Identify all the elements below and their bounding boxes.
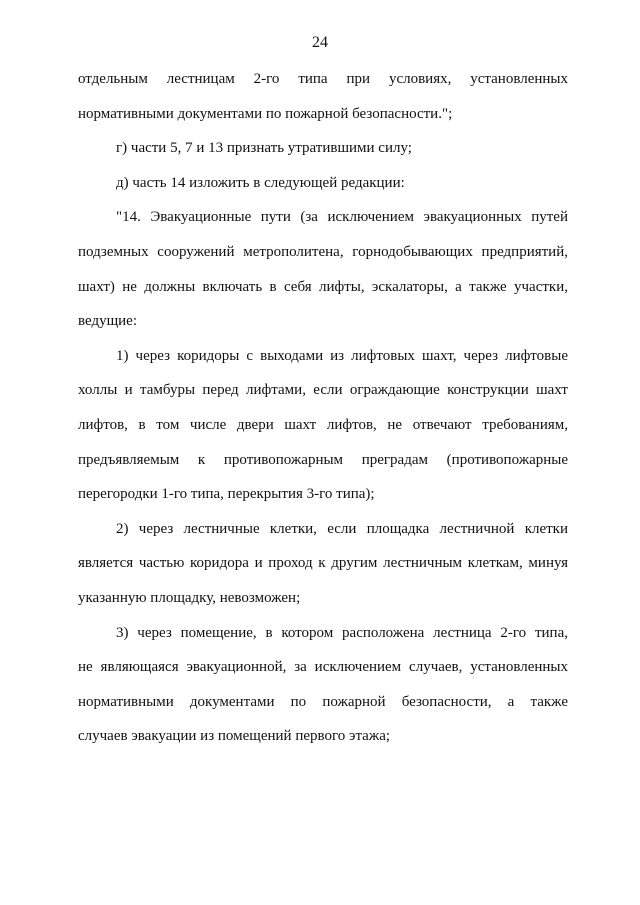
text-line: шахт) не должны включать в себя лифты, эскалаторы, а также участки, [78, 278, 568, 295]
page-number: 24 [312, 34, 328, 51]
text-line: 3) через помещение, в котором расположена лестница 2-го типа, [116, 624, 568, 641]
text-line: 1) через коридоры с выходами из лифтовых шахт, через лифтовые [116, 347, 568, 364]
text-line: является частью коридора и проход к другим лестничным клеткам, минуя [78, 555, 568, 572]
text-line: отдельным лестницам 2-го типа при условиях, установленных [78, 71, 568, 87]
text-line: нормативными документами по пожарной безопасности."; [78, 105, 453, 122]
text-line: перегородки 1-го типа, перекрытия 3-го типа); [78, 486, 375, 503]
text-line: предъявляемым к противопожарным преградам (противопожарные [78, 451, 568, 468]
text-line: "14. Эвакуационные пути (за исключением эвакуационных путей [116, 209, 568, 226]
document-body [78, 70, 568, 762]
text-line: лифтов, в том числе двери шахт лифтов, не отвечают требованиям, [78, 416, 568, 433]
text-line: холлы и тамбуры перед лифтами, если ограждающие конструкции шахт [78, 382, 568, 399]
text-line: г) части 5, 7 и 13 признать утратившими силу; [116, 140, 412, 157]
text-line: указанную площадку, невозможен; [78, 589, 301, 606]
text-line: 2) через лестничные клетки, если площадка лестничной клетки [116, 520, 568, 537]
text-line: д) часть 14 изложить в следующей редакции: [116, 174, 405, 191]
text-line: нормативными документами по пожарной безопасности, а также [78, 693, 568, 710]
text-line: случаев эвакуации из помещений первого этажа; [78, 728, 391, 745]
text-line: не являющаяся эвакуационной, за исключением случаев, установленных [78, 659, 568, 676]
text-line: ведущие: [78, 313, 137, 330]
text-line: подземных сооружений метрополитена, горнодобывающих предприятий, [78, 243, 568, 260]
